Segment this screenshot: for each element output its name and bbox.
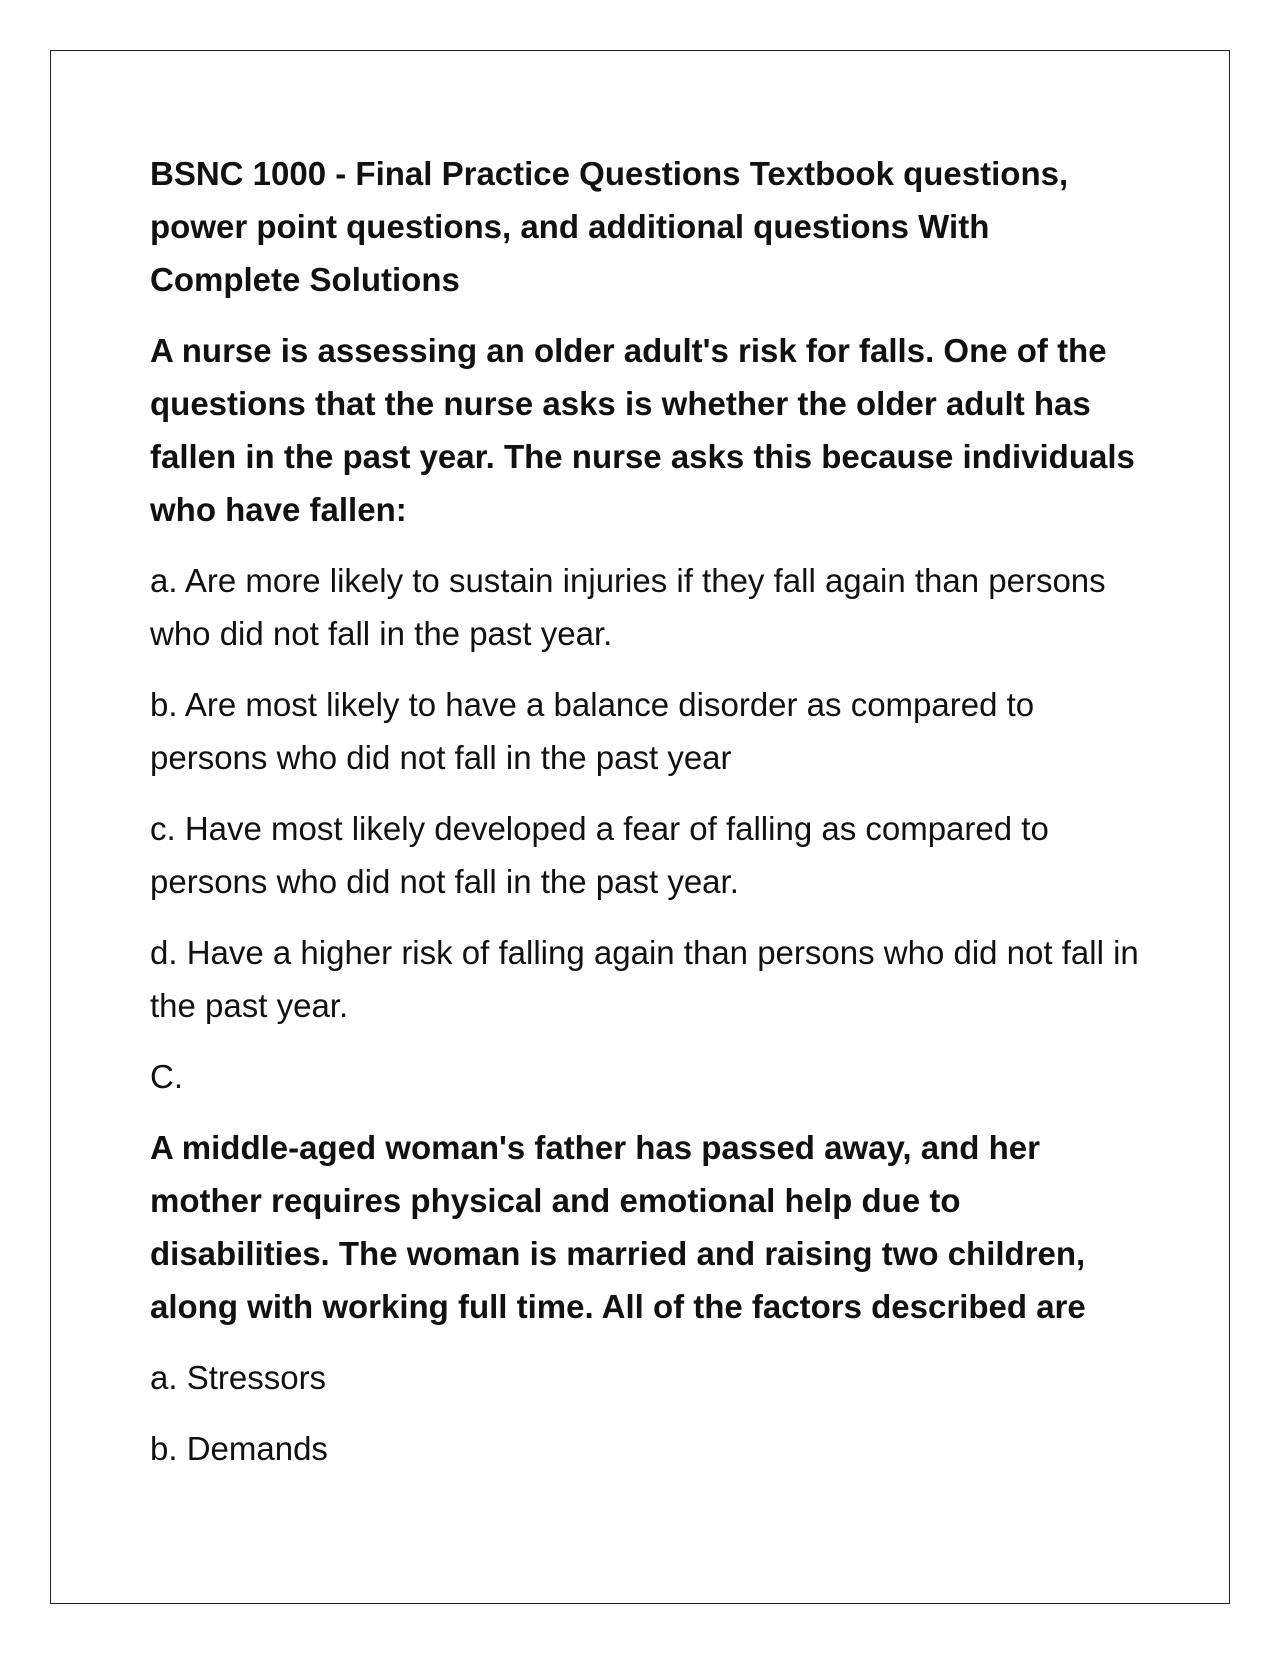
document-body: [150, 147, 1140, 1493]
question-2-option-b: b. Demands: [150, 1430, 328, 1467]
question-2-option-a: a. Stressors: [150, 1359, 327, 1396]
question-1-text: A nurse is assessing an older adult's risk for falls. One of the questions that the nurse asks is whether the older adult has fallen in the past year. The nurse asks this because individuals who have fallen:: [150, 332, 1135, 528]
question-1-option-d: d. Have a higher risk of falling again than persons who did not fall in the past year.: [150, 934, 1139, 1024]
question-1-answer: C.: [150, 1058, 183, 1095]
question-1-option-a: a. Are more likely to sustain injuries if they fall again than persons who did not fall in the past year.: [150, 562, 1106, 652]
document-title: BSNC 1000 - Final Practice Questions Textbook questions, power point questions, and additional questions With Complete Solutions: [150, 155, 1069, 298]
question-1-option-c: c. Have most likely developed a fear of falling as compared to persons who did not fall in the past year.: [150, 810, 1049, 900]
question-1-option-b: b. Are most likely to have a balance disorder as compared to persons who did not fall in the past year: [150, 686, 1035, 776]
question-2-text: A middle-aged woman's father has passed away, and her mother requires physical and emotional help due to disabilities. The woman is married and raising two children, along with working full time. All of the factors described are: [150, 1129, 1086, 1325]
